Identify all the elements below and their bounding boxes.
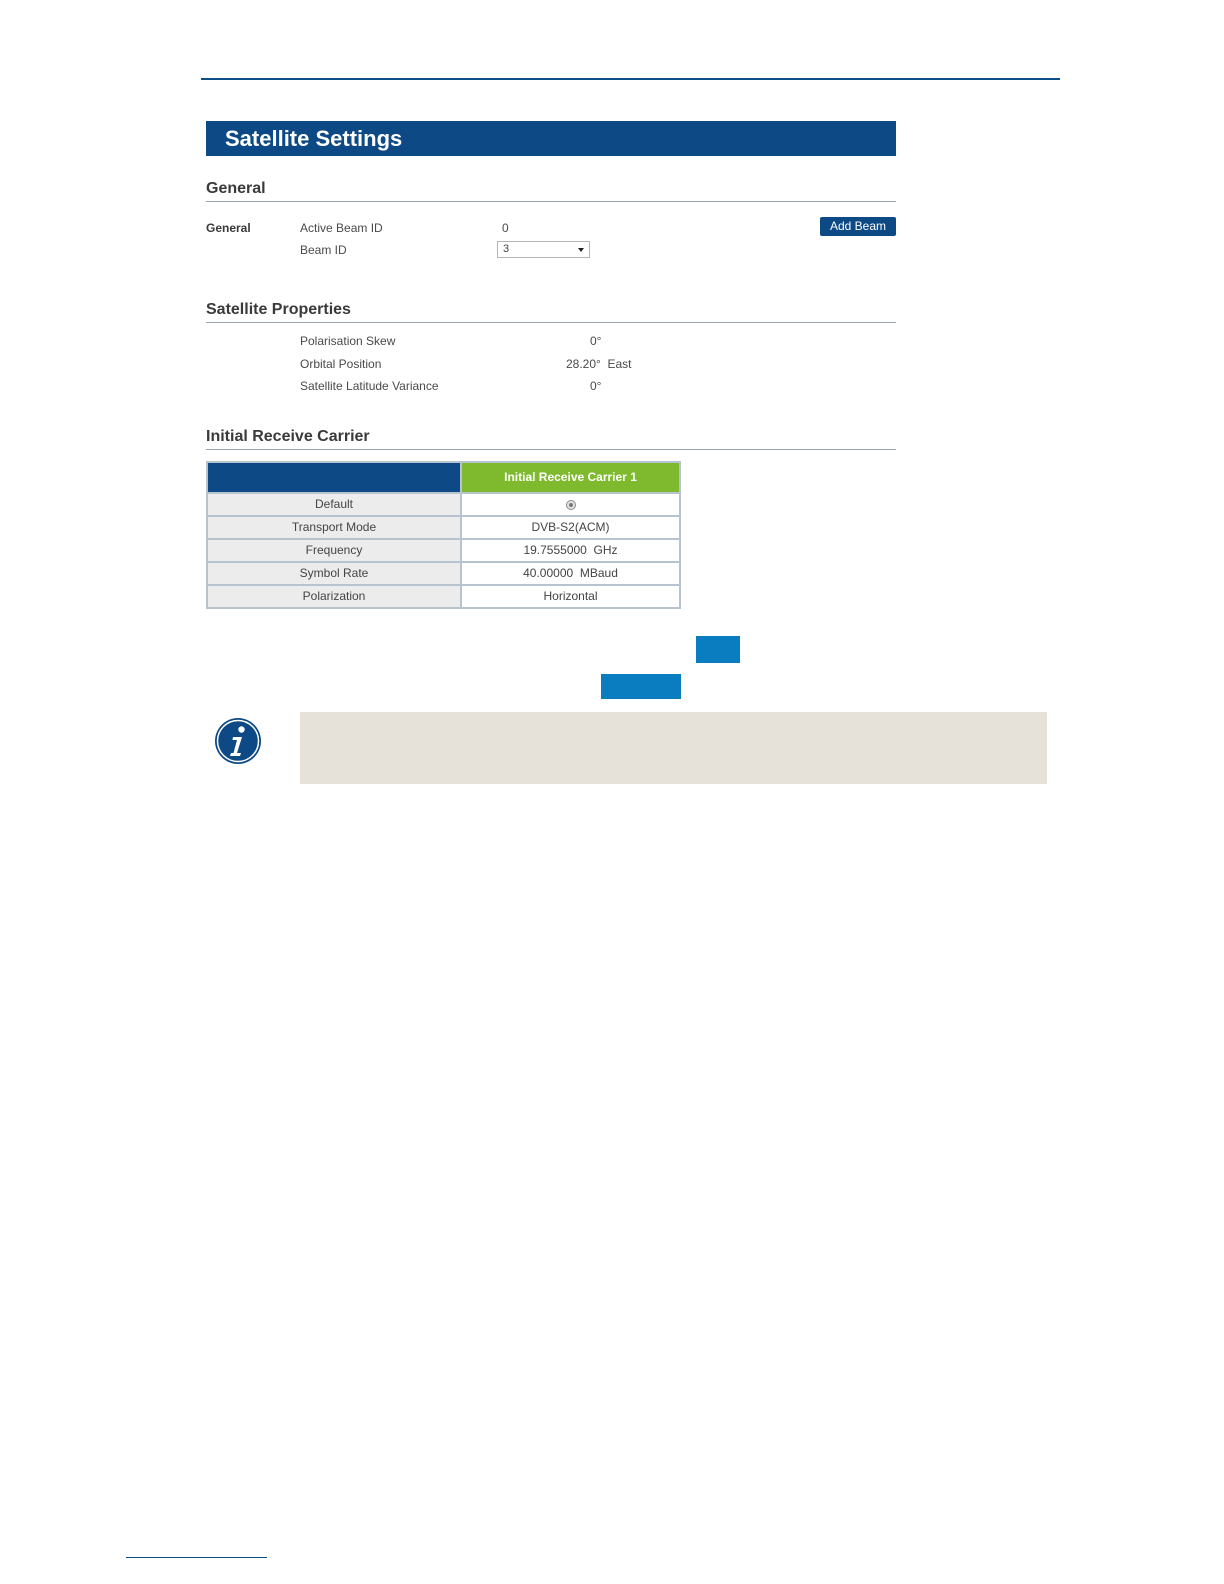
radio-selected-icon[interactable] [566, 500, 576, 510]
symbol-rate-value: 40.00000 MBaud [461, 562, 680, 585]
section-heading-satellite-properties: Satellite Properties [206, 300, 896, 323]
table-row [207, 585, 680, 608]
table-row [207, 516, 680, 539]
row-label-polarization: Polarization [207, 585, 461, 608]
table-row [207, 493, 680, 516]
table-header-carrier-1: Initial Receive Carrier 1 [461, 462, 680, 493]
beam-id-select[interactable] [497, 241, 590, 258]
default-radio-cell [461, 493, 680, 516]
add-beam-button[interactable]: Add Beam [820, 217, 896, 236]
header-rule [201, 78, 1060, 80]
section-heading-initial-receive-carrier: Initial Receive Carrier [206, 427, 896, 450]
chevron-down-icon [578, 248, 584, 252]
table-header-row [207, 462, 680, 493]
orbital-position-label: Orbital Position [300, 357, 382, 371]
footer-rule [126, 1557, 267, 1558]
page-title: Satellite Settings [225, 126, 403, 151]
row-label-default: Default [207, 493, 461, 516]
beam-id-label: Beam ID [300, 243, 347, 257]
row-label-symbol-rate: Symbol Rate [207, 562, 461, 585]
polarization-value: Horizontal [461, 585, 680, 608]
orbital-position-value: 28.20° East [566, 357, 632, 371]
polarisation-skew-label: Polarisation Skew [300, 334, 396, 348]
table-row [207, 562, 680, 585]
page-title-bar [206, 121, 896, 156]
table-header-blank [207, 462, 461, 493]
latitude-variance-label: Satellite Latitude Variance [300, 379, 439, 393]
table-row [207, 539, 680, 562]
action-button-wide[interactable] [601, 674, 681, 699]
transport-mode-value: DVB-S2(ACM) [461, 516, 680, 539]
general-row-label: General [206, 221, 251, 235]
active-beam-value: 0 [502, 221, 509, 235]
section-heading-general: General [206, 179, 896, 202]
action-button-small[interactable] [696, 636, 740, 663]
active-beam-label: Active Beam ID [300, 221, 383, 235]
initial-receive-carrier-table [206, 461, 681, 609]
row-label-transport-mode: Transport Mode [207, 516, 461, 539]
note-box [300, 712, 1047, 784]
latitude-variance-value: 0° [590, 379, 602, 393]
frequency-value: 19.7555000 GHz [461, 539, 680, 562]
info-icon [214, 717, 262, 765]
beam-id-selected-value: 3 [503, 243, 510, 255]
polarisation-skew-value: 0° [590, 334, 602, 348]
row-label-frequency: Frequency [207, 539, 461, 562]
